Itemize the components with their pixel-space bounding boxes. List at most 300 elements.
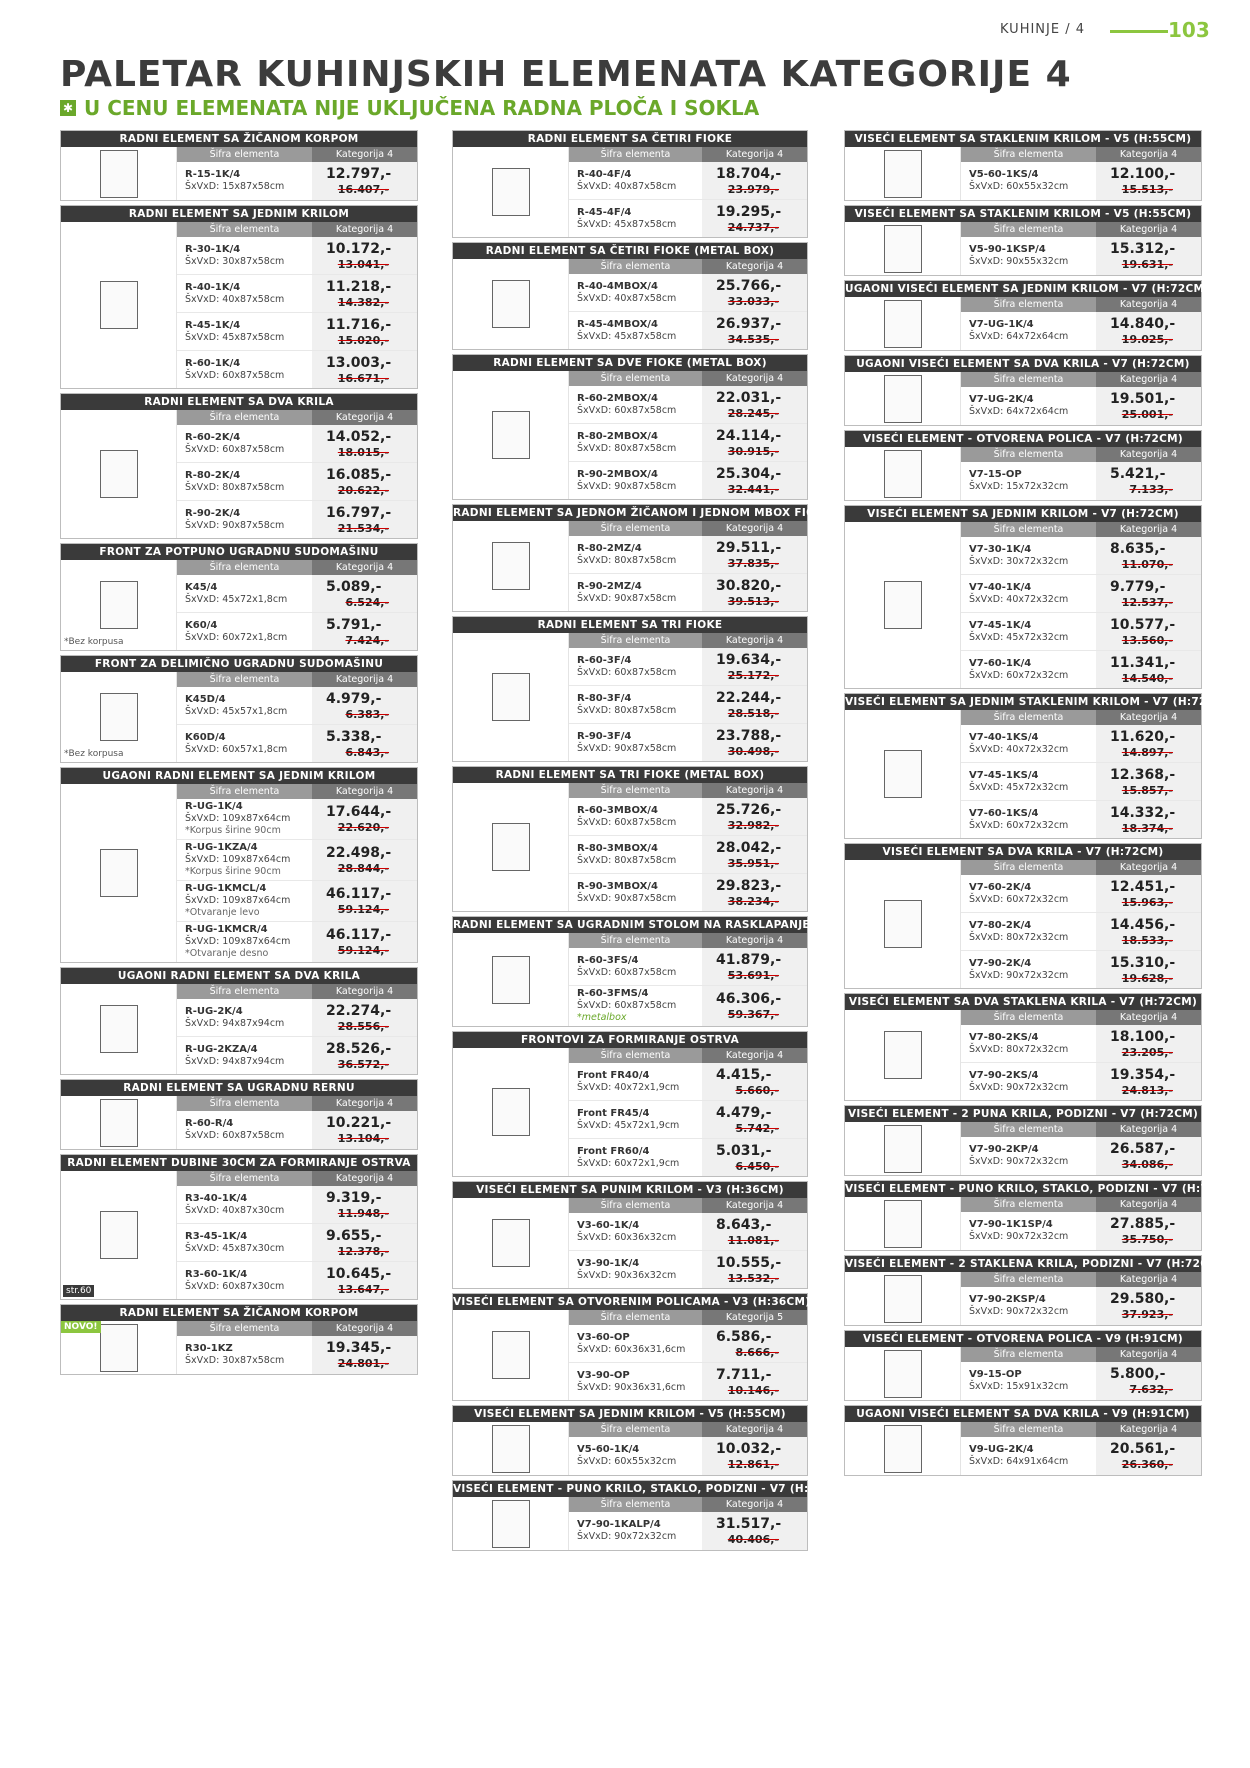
section-body bbox=[61, 147, 417, 200]
table-row bbox=[569, 574, 807, 611]
product-dimensions: ŠxVxD: 30x87x58cm bbox=[185, 1355, 285, 1366]
product-code: V7-90-1KALP/4 bbox=[577, 1519, 661, 1530]
table-header bbox=[569, 1422, 807, 1437]
table-row bbox=[177, 1224, 417, 1262]
sale-price: 14.840,- bbox=[1110, 316, 1176, 332]
category-header: Kategorija 4 bbox=[702, 933, 807, 948]
product-dimensions: ŠxVxD: 45x72x1,9cm bbox=[577, 1119, 680, 1131]
product-code: V7-80-2KS/4 bbox=[969, 1031, 1039, 1043]
category-header: Kategorija 4 bbox=[1096, 447, 1201, 462]
old-price: 6.450,- bbox=[735, 1159, 779, 1173]
cabinet-icon bbox=[492, 673, 530, 721]
price-cell bbox=[1096, 162, 1201, 200]
product-code: R-90-2K/4 bbox=[185, 507, 241, 519]
table-header bbox=[961, 1010, 1201, 1025]
price-cell bbox=[312, 425, 417, 462]
price-table bbox=[177, 984, 417, 1074]
price-cell bbox=[1096, 801, 1201, 838]
sale-price: 25.304,- bbox=[716, 465, 782, 482]
section-title: UGAONI VISEĆI ELEMENT SA DVA KRILA - V7 (H:72CM) bbox=[845, 356, 1201, 372]
sale-price: 8.643,- bbox=[716, 1216, 772, 1233]
product-dimensions: ŠxVxD: 90x87x58cm bbox=[577, 480, 677, 492]
product-dimensions: ŠxVxD: 15x87x58cm bbox=[185, 181, 285, 192]
product-dimensions: ŠxVxD: 80x72x32cm bbox=[969, 1043, 1069, 1055]
product-code: R-40-4MBOX/4 bbox=[577, 280, 658, 292]
section-title: UGAONI RADNI ELEMENT SA DVA KRILA bbox=[61, 968, 417, 984]
cabinet-icon bbox=[100, 1099, 138, 1147]
table-header bbox=[177, 560, 417, 575]
product-code-cell bbox=[569, 1437, 702, 1475]
product-code: R-80-3MBOX/4 bbox=[577, 842, 658, 854]
old-price: 15.020,- bbox=[337, 333, 389, 347]
category-header: Kategorija 4 bbox=[312, 147, 417, 162]
code-header: Šifra elementa bbox=[177, 560, 312, 575]
price-table bbox=[961, 1010, 1201, 1100]
code-header: Šifra elementa bbox=[569, 1198, 702, 1213]
product-section bbox=[844, 843, 1202, 989]
product-dimensions: ŠxVxD: 60x87x58cm bbox=[577, 966, 677, 978]
section-body bbox=[845, 297, 1201, 350]
price-cell bbox=[312, 922, 417, 962]
sale-price: 19.634,- bbox=[716, 651, 782, 668]
product-section bbox=[60, 1154, 418, 1300]
price-cell bbox=[702, 1325, 807, 1362]
product-code: V9-UG-2K/4 bbox=[969, 1444, 1034, 1455]
old-price: 13.532,- bbox=[727, 1271, 779, 1285]
price-cell bbox=[312, 1037, 417, 1074]
category-header: Kategorija 4 bbox=[702, 371, 807, 386]
table-row bbox=[177, 425, 417, 463]
old-price: 24.801,- bbox=[337, 1357, 389, 1370]
product-image bbox=[61, 984, 177, 1074]
product-code-cell bbox=[569, 424, 702, 461]
table-row bbox=[569, 724, 807, 761]
product-dimensions: ŠxVxD: 30x72x32cm bbox=[969, 555, 1069, 567]
sale-price: 16.797,- bbox=[326, 504, 392, 521]
product-dimensions: ŠxVxD: 109x87x64cm bbox=[185, 895, 291, 906]
table-row bbox=[961, 613, 1201, 651]
product-dimensions: ŠxVxD: 60x55x32cm bbox=[969, 181, 1069, 192]
cabinet-icon bbox=[884, 750, 922, 798]
table-header bbox=[177, 410, 417, 425]
product-dimensions: ŠxVxD: 109x87x64cm bbox=[185, 854, 291, 865]
cabinet-icon bbox=[100, 1211, 138, 1259]
table-row bbox=[961, 1287, 1201, 1325]
table-row bbox=[961, 575, 1201, 613]
table-row bbox=[177, 463, 417, 501]
old-price: 6.524,- bbox=[345, 595, 389, 609]
sale-price: 5.800,- bbox=[1110, 1366, 1166, 1382]
section-body bbox=[453, 147, 807, 237]
table-header bbox=[961, 1272, 1201, 1287]
table-row bbox=[177, 351, 417, 388]
old-price: 28.556,- bbox=[337, 1019, 389, 1033]
product-image bbox=[453, 259, 569, 349]
old-price: 13.647,- bbox=[337, 1282, 389, 1296]
product-code: V7-30-1K/4 bbox=[969, 543, 1032, 555]
product-dimensions: ŠxVxD: 45x87x58cm bbox=[185, 331, 285, 343]
product-code-cell bbox=[961, 1025, 1096, 1062]
old-price: 19.628,- bbox=[1121, 971, 1173, 985]
product-image bbox=[845, 147, 961, 200]
product-code-cell bbox=[177, 1037, 312, 1074]
sale-price: 11.716,- bbox=[326, 316, 392, 333]
old-price: 26.360,- bbox=[1121, 1458, 1173, 1471]
product-dimensions: ŠxVxD: 45x57x1,8cm bbox=[185, 705, 288, 717]
product-image bbox=[61, 222, 177, 388]
old-price: 13.041,- bbox=[337, 257, 389, 271]
sale-price: 15.312,- bbox=[1110, 241, 1176, 257]
row-note: *Korpus širine 90cm bbox=[185, 866, 281, 877]
sale-price: 4.979,- bbox=[326, 690, 382, 707]
product-code: V7-UG-2K/4 bbox=[969, 394, 1034, 405]
product-code-cell bbox=[177, 1186, 312, 1223]
code-header: Šifra elementa bbox=[177, 984, 312, 999]
cabinet-icon bbox=[884, 375, 922, 423]
page-number: 103 bbox=[1168, 18, 1210, 42]
product-dimensions: ŠxVxD: 90x72x32cm bbox=[969, 1081, 1069, 1093]
table-header bbox=[569, 1497, 807, 1512]
code-header: Šifra elementa bbox=[177, 410, 312, 425]
category-header: Kategorija 4 bbox=[1096, 1422, 1201, 1437]
price-cell bbox=[312, 1336, 417, 1374]
old-price: 13.104,- bbox=[337, 1132, 389, 1145]
cabinet-icon bbox=[884, 1425, 922, 1473]
table-row bbox=[177, 1037, 417, 1074]
sale-price: 13.003,- bbox=[326, 354, 392, 371]
product-code: V7-60-1K/4 bbox=[969, 657, 1032, 669]
product-code-cell bbox=[569, 1251, 702, 1288]
price-table bbox=[569, 1310, 807, 1400]
section-title: RADNI ELEMENT DUBINE 30CM ZA FORMIRANJE OSTRVA bbox=[61, 1155, 417, 1171]
price-cell bbox=[702, 574, 807, 611]
section-title: VISEĆI ELEMENT SA STAKLENIM KRILOM - V5 (H:55CM) bbox=[845, 206, 1201, 222]
product-image bbox=[845, 710, 961, 838]
cabinet-icon bbox=[492, 823, 530, 871]
section-title: VISEĆI ELEMENT SA DVA STAKLENA KRILA - V7 (H:72CM) bbox=[845, 994, 1201, 1010]
product-section bbox=[452, 130, 808, 238]
price-table bbox=[177, 672, 417, 762]
old-price: 14.897,- bbox=[1121, 745, 1173, 759]
price-table bbox=[177, 222, 417, 388]
old-price: 15.963,- bbox=[1121, 895, 1173, 909]
old-price: 16.671,- bbox=[337, 371, 389, 385]
product-code-cell bbox=[569, 1363, 702, 1400]
category-header: Kategorija 4 bbox=[702, 259, 807, 274]
category-header: Kategorija 4 bbox=[312, 672, 417, 687]
table-row bbox=[569, 386, 807, 424]
code-header: Šifra elementa bbox=[569, 633, 702, 648]
product-dimensions: ŠxVxD: 90x87x58cm bbox=[577, 592, 677, 604]
product-section bbox=[452, 916, 808, 1027]
sale-price: 19.354,- bbox=[1110, 1066, 1176, 1083]
section-body bbox=[61, 984, 417, 1074]
table-row bbox=[177, 840, 417, 881]
product-dimensions: ŠxVxD: 80x87x58cm bbox=[577, 442, 677, 454]
price-table bbox=[961, 1272, 1201, 1325]
table-row bbox=[569, 200, 807, 237]
product-section bbox=[844, 280, 1210, 351]
product-section bbox=[452, 504, 844, 612]
table-row bbox=[961, 801, 1201, 838]
cabinet-icon bbox=[492, 956, 530, 1004]
section-title: RADNI ELEMENT SA TRI FIOKE (METAL BOX) bbox=[453, 767, 807, 783]
code-header: Šifra elementa bbox=[961, 372, 1096, 387]
sale-price: 10.645,- bbox=[326, 1265, 392, 1282]
old-price: 34.086,- bbox=[1121, 1158, 1173, 1171]
product-image bbox=[61, 1171, 177, 1299]
sale-price: 23.788,- bbox=[716, 727, 782, 744]
price-table bbox=[569, 259, 807, 349]
product-code-cell bbox=[177, 425, 312, 462]
product-dimensions: ŠxVxD: 45x72x32cm bbox=[969, 781, 1069, 793]
price-cell bbox=[312, 1186, 417, 1223]
sale-price: 17.644,- bbox=[326, 804, 392, 820]
section-title: RADNI ELEMENT SA ŽIČANOM KORPOM bbox=[61, 131, 417, 147]
sale-price: 25.726,- bbox=[716, 801, 782, 818]
product-image bbox=[453, 1310, 569, 1400]
product-image bbox=[845, 860, 961, 988]
category-header: Kategorija 4 bbox=[702, 1198, 807, 1213]
table-row bbox=[569, 1251, 807, 1288]
product-dimensions: ŠxVxD: 40x87x58cm bbox=[185, 293, 285, 305]
old-price: 11.948,- bbox=[337, 1206, 389, 1220]
table-row bbox=[569, 686, 807, 724]
section-title: RADNI ELEMENT SA JEDNIM KRILOM bbox=[61, 206, 417, 222]
product-code: V5-60-1K/4 bbox=[577, 1444, 640, 1455]
cabinet-icon bbox=[884, 1275, 922, 1323]
old-price: 30.498,- bbox=[727, 744, 779, 758]
sale-price: 22.031,- bbox=[716, 389, 782, 406]
category-header: Kategorija 4 bbox=[312, 1171, 417, 1186]
product-section bbox=[844, 1255, 1225, 1326]
cabinet-icon bbox=[492, 1331, 530, 1379]
code-header: Šifra elementa bbox=[177, 147, 312, 162]
product-dimensions: ŠxVxD: 15x91x32cm bbox=[969, 1381, 1069, 1392]
product-dimensions: ŠxVxD: 90x55x32cm bbox=[969, 256, 1069, 267]
table-row bbox=[569, 1437, 807, 1475]
product-image bbox=[845, 297, 961, 350]
product-code: R-90-2MBOX/4 bbox=[577, 468, 658, 480]
table-row bbox=[569, 1363, 807, 1400]
section-title: VISEĆI ELEMENT SA JEDNIM KRILOM - V5 (H:55CM) bbox=[453, 1406, 807, 1422]
product-image bbox=[61, 410, 177, 538]
code-header: Šifra elementa bbox=[569, 933, 702, 948]
sale-price: 5.421,- bbox=[1110, 466, 1166, 482]
table-row bbox=[961, 237, 1201, 275]
sale-price: 29.580,- bbox=[1110, 1291, 1176, 1307]
product-code-cell bbox=[961, 951, 1096, 988]
product-code-cell bbox=[569, 648, 702, 685]
section-title: RADNI ELEMENT SA ČETIRI FIOKE (METAL BOX) bbox=[453, 243, 807, 259]
product-section bbox=[844, 1330, 1202, 1401]
product-section bbox=[60, 130, 418, 201]
table-row bbox=[961, 537, 1201, 575]
price-cell bbox=[702, 462, 807, 499]
product-section bbox=[844, 1405, 1202, 1476]
sale-price: 19.501,- bbox=[1110, 391, 1176, 407]
product-dimensions: ŠxVxD: 60x72x32cm bbox=[969, 819, 1069, 831]
section-title: RADNI ELEMENT SA UGRADNU RERNU bbox=[61, 1080, 417, 1096]
price-table bbox=[569, 521, 807, 611]
old-price: 33.033,- bbox=[727, 294, 779, 308]
product-dimensions: ŠxVxD: 80x72x32cm bbox=[969, 931, 1069, 943]
product-code: V3-90-1K/4 bbox=[577, 1257, 640, 1269]
price-cell bbox=[312, 881, 417, 921]
product-code: R-60-3FS/4 bbox=[577, 954, 639, 966]
price-cell bbox=[702, 424, 807, 461]
old-price: 8.666,- bbox=[735, 1345, 779, 1359]
product-dimensions: ŠxVxD: 60x72x1,9cm bbox=[577, 1157, 680, 1169]
old-price: 36.572,- bbox=[337, 1057, 389, 1071]
table-header bbox=[961, 147, 1201, 162]
product-code-cell bbox=[569, 724, 702, 761]
section-title: UGAONI VISEĆI ELEMENT SA DVA KRILA - V9 (H:91CM) bbox=[845, 1406, 1201, 1422]
sale-price: 26.937,- bbox=[716, 315, 782, 332]
table-row bbox=[961, 1025, 1201, 1063]
product-code-cell bbox=[177, 1262, 312, 1299]
section-body bbox=[453, 1048, 807, 1176]
price-cell bbox=[312, 1224, 417, 1261]
sale-price: 22.498,- bbox=[326, 845, 392, 861]
price-table bbox=[569, 147, 807, 237]
price-table bbox=[961, 372, 1201, 425]
section-title: VISEĆI ELEMENT SA OTVORENIM POLICAMA - V3 (H:36CM) bbox=[453, 1296, 811, 1308]
category-header: Kategorija 4 bbox=[312, 984, 417, 999]
category-header: Kategorija 4 bbox=[1096, 372, 1201, 387]
table-header bbox=[961, 222, 1201, 237]
section-body bbox=[453, 371, 807, 499]
table-row bbox=[569, 1512, 807, 1550]
category-header: Kategorija 4 bbox=[1096, 297, 1201, 312]
section-title: VISEĆI ELEMENT - OTVORENA POLICA - V7 (H:72CM) bbox=[845, 431, 1201, 447]
sale-price: 5.089,- bbox=[326, 578, 382, 595]
table-row bbox=[177, 237, 417, 275]
category-header: Kategorija 4 bbox=[312, 1096, 417, 1111]
code-header: Šifra elementa bbox=[961, 1272, 1096, 1287]
old-price: 10.146,- bbox=[727, 1383, 779, 1397]
old-price: 53.691,- bbox=[727, 968, 779, 982]
section-title: VISEĆI ELEMENT - PUNO KRILO, STAKLO, PODIZNI - V7 (H:72CM) bbox=[845, 1183, 1240, 1195]
section-body bbox=[61, 410, 417, 538]
sale-price: 22.274,- bbox=[326, 1002, 392, 1019]
subtitle-text: U CENU ELEMENATA NIJE UKLJUČENA RADNA PLOČA I SOKLA bbox=[84, 96, 760, 120]
cabinet-icon bbox=[884, 1350, 922, 1398]
product-dimensions: ŠxVxD: 90x72x32cm bbox=[969, 1306, 1069, 1317]
product-dimensions: ŠxVxD: 60x87x58cm bbox=[577, 404, 677, 416]
category-header: Kategorija 4 bbox=[702, 1048, 807, 1063]
product-code-cell bbox=[177, 313, 312, 350]
table-row bbox=[569, 1213, 807, 1251]
category-header: Kategorija 4 bbox=[312, 1321, 417, 1336]
old-price: 32.441,- bbox=[727, 482, 779, 496]
product-image bbox=[845, 1010, 961, 1100]
product-code-cell bbox=[961, 1362, 1096, 1400]
old-price: 25.172,- bbox=[727, 668, 779, 682]
sale-price: 9.655,- bbox=[326, 1227, 382, 1244]
table-row bbox=[569, 1139, 807, 1176]
price-cell bbox=[1096, 1362, 1201, 1400]
product-image bbox=[845, 1347, 961, 1400]
table-header bbox=[177, 1171, 417, 1186]
price-cell bbox=[702, 274, 807, 311]
cabinet-icon bbox=[100, 581, 138, 629]
sale-price: 10.577,- bbox=[1110, 616, 1176, 633]
product-code: V7-90-2KSP/4 bbox=[969, 1294, 1046, 1305]
product-code-cell bbox=[961, 312, 1096, 350]
product-dimensions: ŠxVxD: 60x87x58cm bbox=[577, 1000, 677, 1011]
table-row bbox=[177, 999, 417, 1037]
price-table bbox=[961, 147, 1201, 200]
cabinet-icon bbox=[884, 1031, 922, 1079]
product-code: R-UG-2K/4 bbox=[185, 1005, 243, 1017]
sale-price: 9.319,- bbox=[326, 1189, 382, 1206]
sale-price: 24.114,- bbox=[716, 427, 782, 444]
product-dimensions: ŠxVxD: 94x87x94cm bbox=[185, 1055, 285, 1067]
table-row bbox=[569, 536, 807, 574]
sale-price: 25.766,- bbox=[716, 277, 782, 294]
table-header bbox=[961, 1122, 1201, 1137]
category-header: Kategorija 4 bbox=[1096, 522, 1201, 537]
product-image bbox=[61, 147, 177, 200]
cabinet-icon bbox=[492, 1219, 530, 1267]
table-row bbox=[569, 948, 807, 986]
product-code-cell bbox=[961, 613, 1096, 650]
product-code: R-45-1K/4 bbox=[185, 319, 241, 331]
code-header: Šifra elementa bbox=[569, 1310, 702, 1325]
price-table bbox=[569, 1497, 807, 1550]
sale-price: 46.306,- bbox=[716, 991, 782, 1007]
cabinet-icon bbox=[100, 1324, 138, 1372]
product-section bbox=[452, 354, 808, 500]
product-dimensions: ŠxVxD: 40x72x32cm bbox=[969, 743, 1069, 755]
table-header bbox=[177, 1096, 417, 1111]
product-code: R-60-2K/4 bbox=[185, 431, 241, 443]
sale-price: 29.823,- bbox=[716, 877, 782, 894]
price-cell bbox=[312, 999, 417, 1036]
section-body bbox=[845, 860, 1201, 988]
section-title: VISEĆI ELEMENT SA JEDNIM KRILOM - V7 (H:72CM) bbox=[845, 506, 1201, 522]
table-header bbox=[177, 1321, 417, 1336]
section-body bbox=[61, 672, 417, 762]
product-dimensions: ŠxVxD: 40x72x1,9cm bbox=[577, 1081, 680, 1093]
category-header: Kategorija 4 bbox=[702, 783, 807, 798]
old-price: 30.915,- bbox=[727, 444, 779, 458]
sale-price: 14.332,- bbox=[1110, 804, 1176, 821]
product-dimensions: ŠxVxD: 60x87x58cm bbox=[577, 666, 677, 678]
section-title: RADNI ELEMENT SA UGRADNIM STOLOM NA RASKLAPANJE bbox=[453, 919, 810, 931]
cabinet-icon bbox=[884, 1125, 922, 1173]
table-row bbox=[177, 275, 417, 313]
sale-price: 28.042,- bbox=[716, 839, 782, 856]
price-cell bbox=[1096, 913, 1201, 950]
product-code-cell bbox=[961, 763, 1096, 800]
table-row bbox=[961, 462, 1201, 500]
price-cell bbox=[702, 874, 807, 911]
old-price: 18.533,- bbox=[1121, 933, 1173, 947]
product-code: R-UG-1KZA/4 bbox=[185, 842, 258, 853]
product-section bbox=[452, 616, 808, 762]
product-code-cell bbox=[177, 351, 312, 388]
product-code: R3-40-1K/4 bbox=[185, 1192, 248, 1204]
product-code: V7-90-2KP/4 bbox=[969, 1144, 1039, 1155]
old-price: 18.374,- bbox=[1121, 821, 1173, 835]
code-header: Šifra elementa bbox=[569, 1497, 702, 1512]
product-code: V9-15-OP bbox=[969, 1369, 1022, 1380]
table-row bbox=[961, 387, 1201, 425]
code-header: Šifra elementa bbox=[961, 1347, 1096, 1362]
product-image bbox=[453, 1497, 569, 1550]
